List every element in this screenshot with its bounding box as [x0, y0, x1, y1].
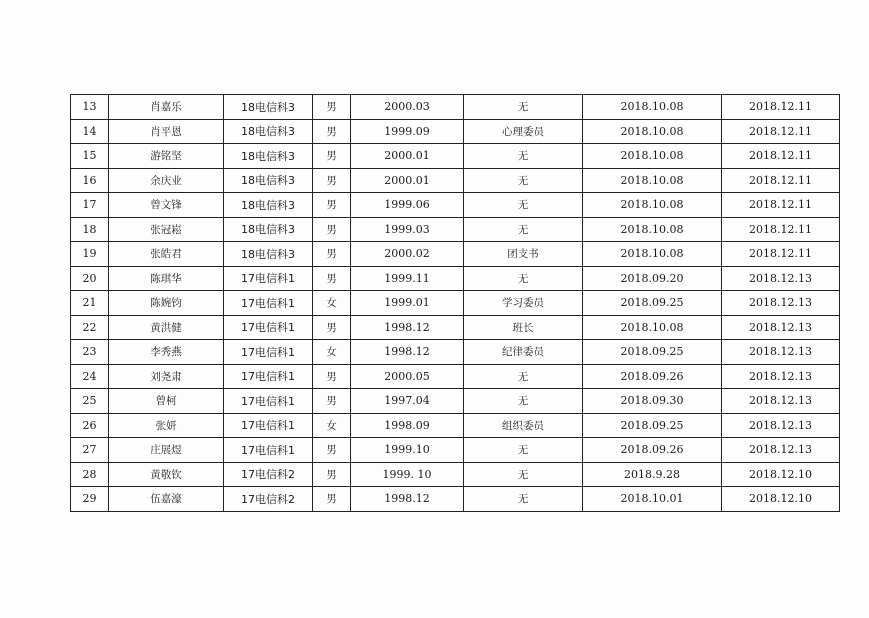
birth-date-cell: 1998.09 [351, 413, 464, 438]
row-number-cell: 21 [71, 291, 109, 316]
gender-cell: 男 [313, 193, 351, 218]
row-number-cell: 15 [71, 144, 109, 169]
class-cell: 18电信科3 [224, 119, 313, 144]
name-cell: 黄洪健 [109, 315, 224, 340]
class-cell: 18电信科3 [224, 144, 313, 169]
join-date-cell: 2018.10.08 [583, 242, 722, 267]
gender-cell: 男 [313, 266, 351, 291]
name-cell: 肖平恩 [109, 119, 224, 144]
end-date-cell: 2018.12.10 [722, 487, 840, 512]
role-cell: 无 [464, 266, 583, 291]
name-cell: 陈琪华 [109, 266, 224, 291]
name-cell: 张皓君 [109, 242, 224, 267]
class-cell: 17电信科1 [224, 315, 313, 340]
join-date-cell: 2018.09.26 [583, 364, 722, 389]
gender-cell: 男 [313, 144, 351, 169]
end-date-cell: 2018.12.13 [722, 364, 840, 389]
birth-date-cell: 1999.06 [351, 193, 464, 218]
table-row [71, 144, 840, 169]
table-body [71, 95, 840, 512]
role-cell: 无 [464, 144, 583, 169]
role-cell: 班长 [464, 315, 583, 340]
table-row [71, 389, 840, 414]
row-number-cell: 14 [71, 119, 109, 144]
gender-cell: 女 [313, 291, 351, 316]
class-cell: 18电信科3 [224, 193, 313, 218]
table-row [71, 315, 840, 340]
role-cell: 无 [464, 168, 583, 193]
role-cell: 无 [464, 389, 583, 414]
role-cell: 无 [464, 217, 583, 242]
birth-date-cell: 2000.01 [351, 144, 464, 169]
table-row [71, 340, 840, 365]
role-cell: 组织委员 [464, 413, 583, 438]
gender-cell: 男 [313, 462, 351, 487]
row-number-cell: 23 [71, 340, 109, 365]
end-date-cell: 2018.12.11 [722, 217, 840, 242]
name-cell: 张冠崧 [109, 217, 224, 242]
gender-cell: 男 [313, 438, 351, 463]
name-cell: 刘尧肃 [109, 364, 224, 389]
join-date-cell: 2018.09.30 [583, 389, 722, 414]
role-cell: 无 [464, 438, 583, 463]
row-number-cell: 17 [71, 193, 109, 218]
table-row [71, 487, 840, 512]
join-date-cell: 2018.10.08 [583, 168, 722, 193]
birth-date-cell: 2000.03 [351, 95, 464, 120]
join-date-cell: 2018.09.25 [583, 413, 722, 438]
name-cell: 黄敬钦 [109, 462, 224, 487]
birth-date-cell: 1999.10 [351, 438, 464, 463]
role-cell: 团支书 [464, 242, 583, 267]
birth-date-cell: 1999.01 [351, 291, 464, 316]
class-cell: 17电信科1 [224, 364, 313, 389]
join-date-cell: 2018.10.08 [583, 217, 722, 242]
class-cell: 18电信科3 [224, 95, 313, 120]
row-number-cell: 26 [71, 413, 109, 438]
end-date-cell: 2018.12.11 [722, 95, 840, 120]
table-row [71, 95, 840, 120]
gender-cell: 男 [313, 242, 351, 267]
birth-date-cell: 2000.05 [351, 364, 464, 389]
table-row [71, 242, 840, 267]
name-cell: 张妍 [109, 413, 224, 438]
gender-cell: 男 [313, 119, 351, 144]
birth-date-cell: 2000.02 [351, 242, 464, 267]
row-number-cell: 24 [71, 364, 109, 389]
class-cell: 17电信科1 [224, 291, 313, 316]
name-cell: 李秀燕 [109, 340, 224, 365]
class-cell: 18电信科3 [224, 217, 313, 242]
name-cell: 庄展煜 [109, 438, 224, 463]
class-cell: 18电信科3 [224, 242, 313, 267]
class-cell: 17电信科1 [224, 389, 313, 414]
role-cell: 学习委员 [464, 291, 583, 316]
gender-cell: 女 [313, 413, 351, 438]
table-row [71, 413, 840, 438]
row-number-cell: 18 [71, 217, 109, 242]
join-date-cell: 2018.10.08 [583, 119, 722, 144]
join-date-cell: 2018.10.01 [583, 487, 722, 512]
table-row [71, 462, 840, 487]
end-date-cell: 2018.12.11 [722, 119, 840, 144]
class-cell: 17电信科1 [224, 340, 313, 365]
end-date-cell: 2018.12.13 [722, 438, 840, 463]
row-number-cell: 16 [71, 168, 109, 193]
gender-cell: 女 [313, 340, 351, 365]
join-date-cell: 2018.10.08 [583, 193, 722, 218]
table-row [71, 119, 840, 144]
table-row [71, 266, 840, 291]
row-number-cell: 29 [71, 487, 109, 512]
class-cell: 18电信科3 [224, 168, 313, 193]
join-date-cell: 2018.10.08 [583, 144, 722, 169]
join-date-cell: 2018.09.25 [583, 340, 722, 365]
class-cell: 17电信科1 [224, 438, 313, 463]
birth-date-cell: 1998.12 [351, 315, 464, 340]
role-cell: 纪律委员 [464, 340, 583, 365]
birth-date-cell: 1999.11 [351, 266, 464, 291]
table-row [71, 217, 840, 242]
class-cell: 17电信科1 [224, 413, 313, 438]
table-row [71, 193, 840, 218]
join-date-cell: 2018.09.25 [583, 291, 722, 316]
end-date-cell: 2018.12.11 [722, 242, 840, 267]
gender-cell: 男 [313, 487, 351, 512]
role-cell: 无 [464, 462, 583, 487]
row-number-cell: 19 [71, 242, 109, 267]
role-cell: 无 [464, 364, 583, 389]
birth-date-cell: 1999. 10 [351, 462, 464, 487]
gender-cell: 男 [313, 315, 351, 340]
row-number-cell: 27 [71, 438, 109, 463]
birth-date-cell: 1998.12 [351, 340, 464, 365]
row-number-cell: 13 [71, 95, 109, 120]
table-row [71, 291, 840, 316]
join-date-cell: 2018.10.08 [583, 95, 722, 120]
name-cell: 余庆业 [109, 168, 224, 193]
role-cell: 心理委员 [464, 119, 583, 144]
birth-date-cell: 1999.03 [351, 217, 464, 242]
end-date-cell: 2018.12.11 [722, 144, 840, 169]
class-cell: 17电信科2 [224, 462, 313, 487]
end-date-cell: 2018.12.13 [722, 291, 840, 316]
table-row [71, 364, 840, 389]
join-date-cell: 2018.09.20 [583, 266, 722, 291]
gender-cell: 男 [313, 389, 351, 414]
end-date-cell: 2018.12.13 [722, 266, 840, 291]
role-cell: 无 [464, 95, 583, 120]
gender-cell: 男 [313, 95, 351, 120]
name-cell: 曾柯 [109, 389, 224, 414]
end-date-cell: 2018.12.11 [722, 168, 840, 193]
name-cell: 游铭坚 [109, 144, 224, 169]
name-cell: 陈婉钧 [109, 291, 224, 316]
class-cell: 17电信科2 [224, 487, 313, 512]
gender-cell: 男 [313, 217, 351, 242]
name-cell: 肖嘉乐 [109, 95, 224, 120]
end-date-cell: 2018.12.13 [722, 315, 840, 340]
join-date-cell: 2018.9.28 [583, 462, 722, 487]
end-date-cell: 2018.12.13 [722, 340, 840, 365]
gender-cell: 男 [313, 364, 351, 389]
row-number-cell: 22 [71, 315, 109, 340]
gender-cell: 男 [313, 168, 351, 193]
join-date-cell: 2018.10.08 [583, 315, 722, 340]
birth-date-cell: 1999.09 [351, 119, 464, 144]
end-date-cell: 2018.12.10 [722, 462, 840, 487]
join-date-cell: 2018.09.26 [583, 438, 722, 463]
class-cell: 17电信科1 [224, 266, 313, 291]
birth-date-cell: 2000.01 [351, 168, 464, 193]
role-cell: 无 [464, 193, 583, 218]
name-cell: 伍嘉濠 [109, 487, 224, 512]
row-number-cell: 25 [71, 389, 109, 414]
table-row [71, 168, 840, 193]
row-number-cell: 28 [71, 462, 109, 487]
name-cell: 曾文锋 [109, 193, 224, 218]
member-table [70, 94, 840, 512]
birth-date-cell: 1997.04 [351, 389, 464, 414]
table-row [71, 438, 840, 463]
end-date-cell: 2018.12.13 [722, 389, 840, 414]
end-date-cell: 2018.12.13 [722, 413, 840, 438]
end-date-cell: 2018.12.11 [722, 193, 840, 218]
row-number-cell: 20 [71, 266, 109, 291]
role-cell: 无 [464, 487, 583, 512]
birth-date-cell: 1998.12 [351, 487, 464, 512]
